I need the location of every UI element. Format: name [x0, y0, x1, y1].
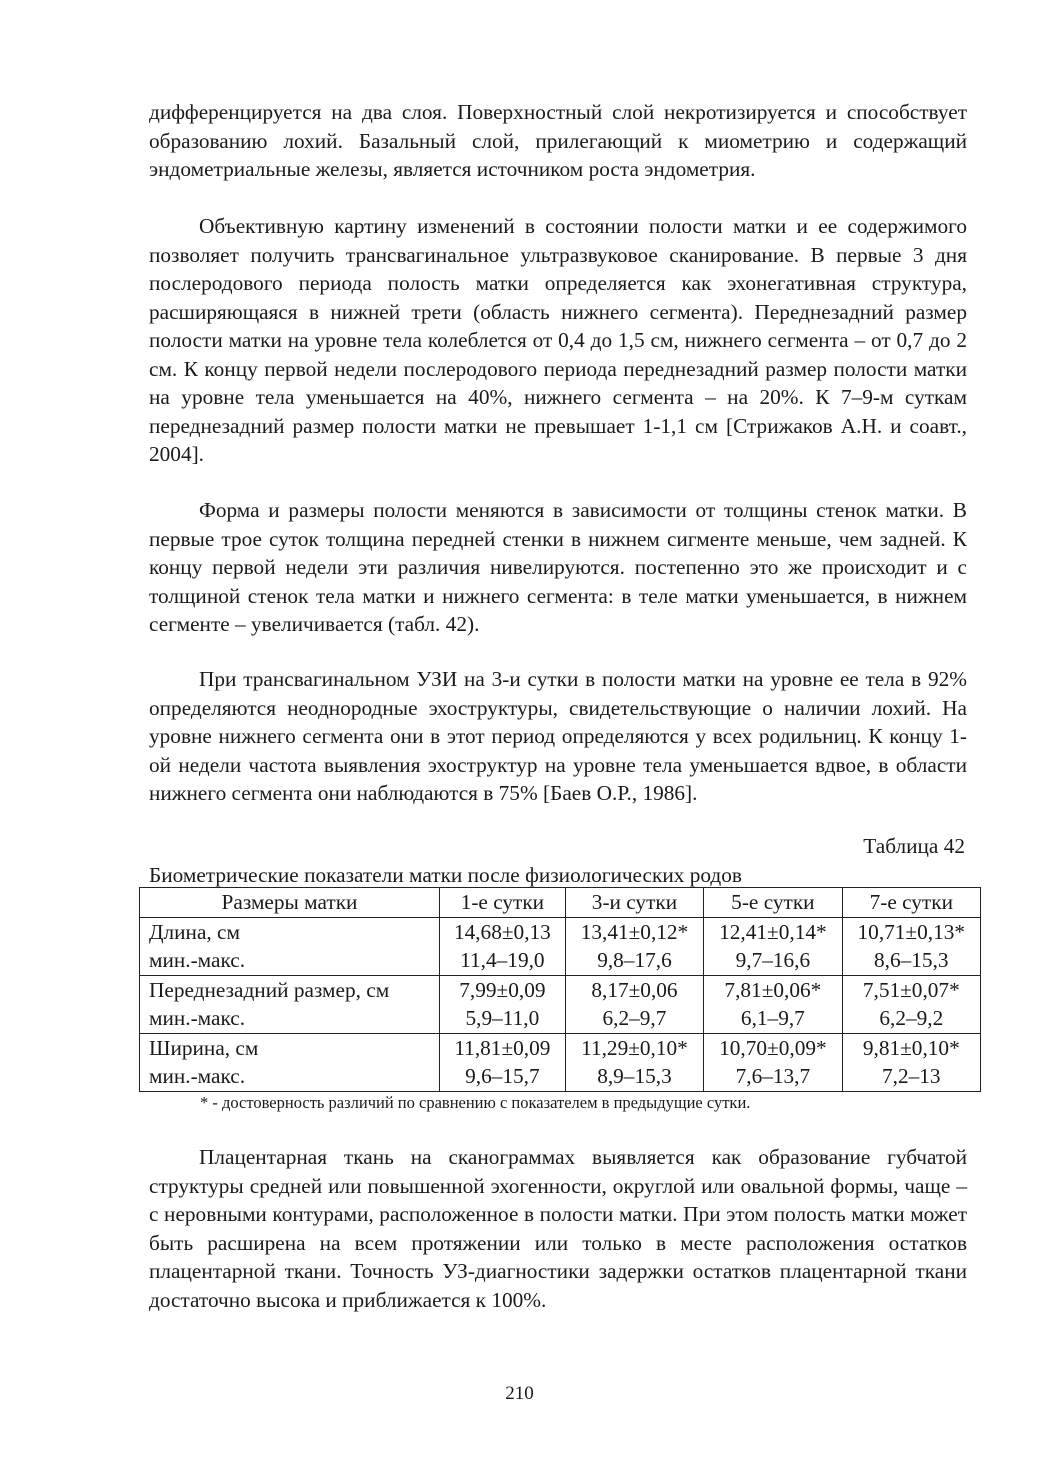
paragraph-ultrasound: Объективную картину изменений в состоянии полости матки и ее содержимого позволяет получить трансвагинальное ультразвуковое сканирование. В первые 3 дня послеродового периода полость матки определяется как эхонегативная структура, расширяющаяся в нижней трети (область нижнего сегмента). Переднезадний размер полости матки на уровне тела колеблется от 0,4 до 1,5 см, нижнего сегмента – от 0,7 до 2 см. К концу первой недели послеродового периода переднезадний размер полости матки на уровне тела уменьшается на 40%, нижнего сегмента – на 20%. К 7–9-м суткам переднезадний размер полости матки не превышает 1-1,1 см [Стрижаков А.Н. и соавт., 2004].: [149, 214, 967, 466]
mean-value: 7,51±0,07*: [862, 977, 960, 1002]
row-name: Длина, см: [149, 919, 240, 944]
value-cell: [440, 975, 566, 1033]
value-cell: [704, 917, 842, 975]
row-sub: мин.-макс.: [149, 1006, 246, 1030]
table-footnote: * - достоверность различий по сравнению с показателем в предыдущие сутки.: [200, 1093, 751, 1112]
table-label: Таблица 42: [863, 834, 965, 858]
page-number: 210: [505, 1383, 534, 1404]
table-header-row: [140, 888, 981, 918]
mean-value: 7,81±0,06*: [724, 977, 822, 1002]
row-name: Ширина, см: [149, 1035, 259, 1060]
mean-value: 7,99±0,09: [459, 977, 546, 1002]
header-cell: 3-и сутки: [565, 888, 703, 918]
range-value: 11,4–19,0: [460, 948, 545, 972]
mean-value: 12,41±0,14*: [719, 919, 827, 944]
value-cell: [440, 1033, 566, 1091]
range-value: 7,2–13: [882, 1064, 941, 1088]
mean-value: 10,70±0,09*: [719, 1035, 827, 1060]
row-label-cell: [140, 1033, 440, 1091]
range-value: 7,6–13,7: [735, 1064, 811, 1088]
range-value: 6,2–9,7: [602, 1006, 667, 1030]
paragraph-continuation: дифференцируется на два слоя. Поверхностный слой некротизируется и способствует образованию лохий. Базальный слой, прилегающий к миометрию и содержащий эндометриальные железы, является источником роста эндометрия.: [149, 100, 967, 181]
row-label-cell: [140, 975, 440, 1033]
value-cell: [704, 1033, 842, 1091]
range-value: 6,2–9,2: [879, 1006, 944, 1030]
range-value: 9,6–15,7: [465, 1064, 540, 1088]
value-cell: [842, 975, 980, 1033]
range-value: 8,6–15,3: [874, 948, 949, 972]
value-cell: [842, 1033, 980, 1091]
table-row: [140, 1033, 981, 1091]
row-name: Переднезадний размер, см: [149, 977, 390, 1002]
range-value: 9,7–16,6: [735, 948, 811, 972]
mean-value: 9,81±0,10*: [862, 1035, 960, 1060]
mean-value: 10,71±0,13*: [857, 919, 966, 944]
value-cell: [440, 917, 566, 975]
row-sub: мин.-макс.: [149, 1064, 246, 1088]
value-cell: [565, 1033, 703, 1091]
paragraph-placenta: Плацентарная ткань на сканограммах выявляется как образование губчатой структуры средней или повышенной эхогенности, округлой или овальной формы, чаще – с неровными контурами, расположенное в полости матки. При этом полость матки может быть расширена на всем протяжении или только в месте расположения остатков плацентарной ткани. Точность УЗ-диагностики задержки остатков плацентарной ткани достаточно высока и приближается к 100%.: [149, 1145, 967, 1312]
range-value: 9,8–17,6: [597, 948, 672, 972]
row-sub: мин.-макс.: [149, 948, 246, 972]
mean-value: 11,81±0,09: [454, 1035, 551, 1060]
row-label-cell: [140, 917, 440, 975]
value-cell: [842, 917, 980, 975]
mean-value: 11,29±0,10*: [581, 1035, 688, 1060]
range-value: 6,1–9,7: [740, 1006, 805, 1030]
range-value: 5,9–11,0: [465, 1006, 540, 1030]
header-cell: 1-е сутки: [440, 888, 566, 918]
range-value: 8,9–15,3: [597, 1064, 672, 1088]
table-row: [140, 975, 981, 1033]
header-cell: Размеры матки: [140, 888, 440, 918]
value-cell: [565, 975, 703, 1033]
table-caption: Биометрические показатели матки после физиологических родов: [149, 863, 742, 887]
paragraph-shape: Форма и размеры полости меняются в зависимости от толщины стенок матки. В первые трое суток толщина передней стенки в нижнем сигменте меньше, чем задней. К концу первой недели эти различия нивелируются. постепенно это же происходит и с толщиной стенок тела матки и нижнего сегмента: в теле матки уменьшается, в нижнем сегменте – увеличивается (табл. 42).: [149, 498, 967, 636]
mean-value: 8,17±0,06: [591, 977, 678, 1002]
header-cell: 7-е сутки: [842, 888, 980, 918]
mean-value: 14,68±0,13: [453, 919, 551, 944]
table-row: [140, 917, 981, 975]
paragraph-lochia: При трансвагинальном УЗИ на 3-и сутки в полости матки на уровне ее тела в 92% определяются неоднородные эхоструктуры, свидетельствующие о наличии лохий. На уровне нижнего сегмента они в этот период определяются у всех родильниц. К концу 1-ой недели частота выявления эхоструктур на уровне тела уменьшается вдвое, в области нижнего сегмента они наблюдаются в 75% [Баев О.Р., 1986].: [149, 667, 967, 805]
biometric-table: [139, 887, 981, 1092]
mean-value: 13,41±0,12*: [580, 919, 689, 944]
value-cell: [704, 975, 842, 1033]
value-cell: [565, 917, 703, 975]
header-cell: 5-е сутки: [704, 888, 842, 918]
